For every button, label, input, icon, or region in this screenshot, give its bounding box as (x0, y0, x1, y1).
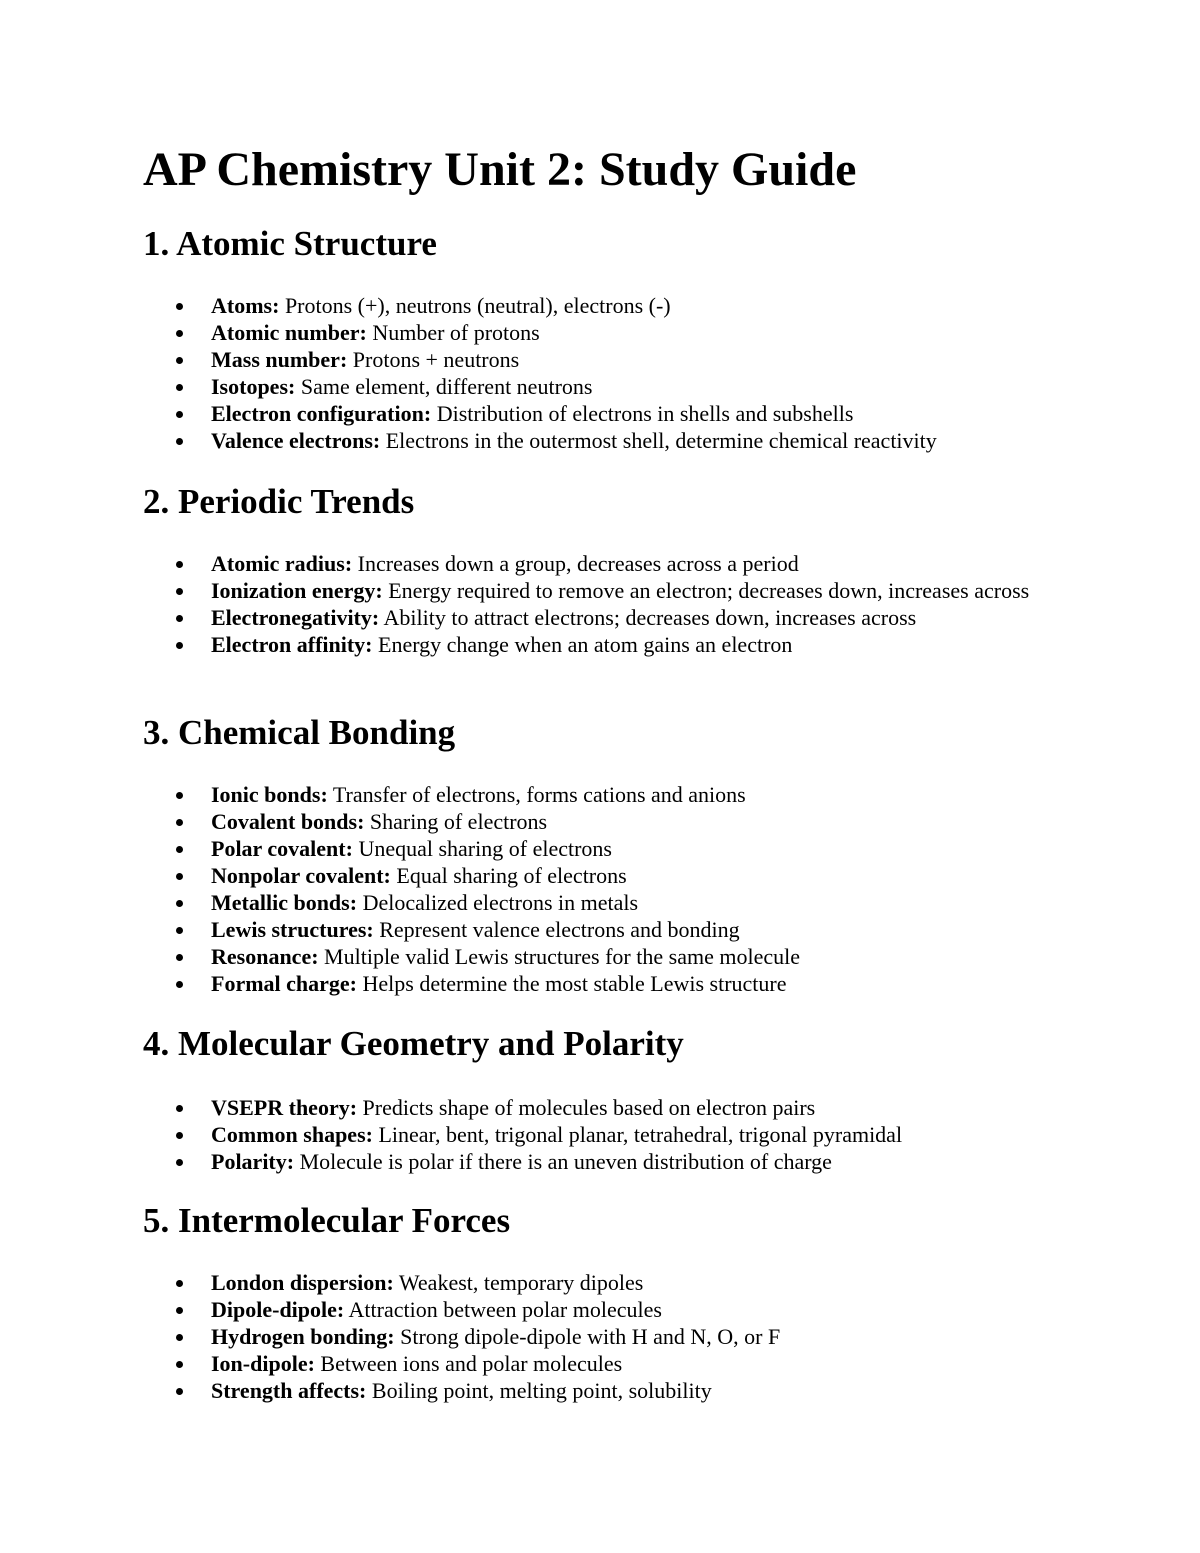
term-label: Common shapes: (211, 1122, 373, 1147)
term-description: Strong dipole-dipole with H and N, O, or F (400, 1324, 781, 1349)
term-label: Valence electrons: (211, 428, 381, 453)
term-description: Between ions and polar molecules (320, 1351, 623, 1376)
list-item (143, 1148, 1053, 1175)
bullet-list (143, 1094, 1053, 1175)
term-label: Formal charge: (211, 971, 357, 996)
term-description: Distribution of electrons in shells and subshells (436, 401, 854, 426)
term-description: Boiling point, melting point, solubility (371, 1378, 712, 1403)
bullet-icon (176, 588, 183, 595)
list-item (143, 631, 1053, 658)
list-item (143, 1350, 1053, 1377)
term-label: VSEPR theory: (211, 1095, 358, 1120)
term-description: Same element, different neutrons (300, 374, 593, 399)
list-item (143, 400, 1053, 427)
bullet-icon (176, 1132, 183, 1139)
term-label: Atoms: (211, 293, 280, 318)
term-label: Hydrogen bonding: (211, 1324, 395, 1349)
term-description: Unequal sharing of electrons (358, 836, 612, 861)
list-item (143, 577, 1053, 604)
list-item (143, 1121, 1053, 1148)
term-label: London dispersion: (211, 1270, 394, 1295)
list-item (143, 1296, 1053, 1323)
list-item (143, 427, 1053, 454)
section-periodic-trends (143, 480, 1053, 658)
term-label: Electron affinity: (211, 632, 373, 657)
list-item (143, 970, 1053, 997)
term-label: Ion-dipole: (211, 1351, 315, 1376)
term-label: Strength affects: (211, 1378, 367, 1403)
section-chemical-bonding (143, 711, 1053, 997)
term-description: Molecule is polar if there is an uneven distribution of charge (299, 1149, 832, 1174)
term-description: Increases down a group, decreases across a period (357, 551, 799, 576)
term-label: Atomic number: (211, 320, 367, 345)
bullet-icon (176, 954, 183, 961)
bullet-icon (176, 1388, 183, 1395)
bullet-icon (176, 357, 183, 364)
bullet-list (143, 292, 1053, 454)
bullet-list (143, 550, 1053, 658)
section-molecular-geometry (143, 1022, 1053, 1175)
list-item (143, 889, 1053, 916)
section-intermolecular-forces (143, 1199, 1053, 1404)
section-heading: 1. Atomic Structure (143, 224, 437, 263)
term-description: Ability to attract electrons; decreases down, increases across (383, 605, 917, 630)
list-item (143, 1323, 1053, 1350)
bullet-icon (176, 438, 183, 445)
bullet-icon (176, 1159, 183, 1166)
bullet-icon (176, 873, 183, 880)
bullet-icon (176, 1280, 183, 1287)
bullet-icon (176, 411, 183, 418)
section-heading: 5. Intermolecular Forces (143, 1201, 511, 1240)
term-description: Transfer of electrons, forms cations and anions (332, 782, 746, 807)
term-label: Metallic bonds: (211, 890, 358, 915)
section-heading: 3. Chemical Bonding (143, 713, 456, 752)
section-atomic-structure (143, 222, 1053, 454)
term-label: Polar covalent: (211, 836, 353, 861)
bullet-icon (176, 561, 183, 568)
bullet-icon (176, 981, 183, 988)
list-item (143, 862, 1053, 889)
term-description: Protons + neutrons (352, 347, 520, 372)
bullet-icon (176, 1361, 183, 1368)
list-item (143, 835, 1053, 862)
term-description: Multiple valid Lewis structures for the same molecule (324, 944, 800, 969)
list-item (143, 292, 1053, 319)
section-heading: 2. Periodic Trends (143, 482, 415, 521)
term-label: Dipole-dipole: (211, 1297, 345, 1322)
term-label: Lewis structures: (211, 917, 374, 942)
list-item (143, 550, 1053, 577)
term-label: Atomic radius: (211, 551, 353, 576)
term-description: Electrons in the outermost shell, determine chemical reactivity (385, 428, 937, 453)
term-label: Resonance: (211, 944, 319, 969)
list-item (143, 1269, 1053, 1296)
bullet-icon (176, 642, 183, 649)
bullet-icon (176, 846, 183, 853)
bullet-list (143, 781, 1053, 997)
term-description: Protons (+), neutrons (neutral), electrons (-) (284, 293, 671, 318)
list-item (143, 943, 1053, 970)
bullet-icon (176, 927, 183, 934)
list-item (143, 781, 1053, 808)
term-description: Equal sharing of electrons (396, 863, 627, 888)
bullet-icon (176, 1307, 183, 1314)
list-item (143, 373, 1053, 400)
list-item (143, 319, 1053, 346)
term-label: Covalent bonds: (211, 809, 365, 834)
term-description: Number of protons (372, 320, 540, 345)
bullet-icon (176, 303, 183, 310)
term-label: Isotopes: (211, 374, 296, 399)
list-item (143, 808, 1053, 835)
term-description: Linear, bent, trigonal planar, tetrahedral, trigonal pyramidal (378, 1122, 903, 1147)
list-item (143, 346, 1053, 373)
list-item (143, 916, 1053, 943)
bullet-icon (176, 819, 183, 826)
term-description: Attraction between polar molecules (348, 1297, 662, 1322)
bullet-icon (176, 330, 183, 337)
document-title: AP Chemistry Unit 2: Study Guide (143, 143, 857, 196)
list-item (143, 1377, 1053, 1404)
bullet-icon (176, 1334, 183, 1341)
term-label: Polarity: (211, 1149, 295, 1174)
list-item (143, 604, 1053, 631)
term-description: Delocalized electrons in metals (362, 890, 639, 915)
bullet-icon (176, 615, 183, 622)
bullet-icon (176, 792, 183, 799)
bullet-list (143, 1269, 1053, 1404)
term-description: Represent valence electrons and bonding (379, 917, 740, 942)
term-description: Sharing of electrons (369, 809, 548, 834)
bullet-icon (176, 900, 183, 907)
term-label: Mass number: (211, 347, 348, 372)
bullet-icon (176, 384, 183, 391)
term-description: Energy change when an atom gains an electron (378, 632, 793, 657)
term-description: Predicts shape of molecules based on electron pairs (362, 1095, 816, 1120)
bullet-icon (176, 1105, 183, 1112)
term-label: Ionization energy: (211, 578, 383, 603)
section-heading: 4. Molecular Geometry and Polarity (143, 1024, 684, 1063)
term-description: Energy required to remove an electron; decreases down, increases across (388, 578, 1030, 603)
term-label: Electronegativity: (211, 605, 380, 630)
term-description: Helps determine the most stable Lewis structure (362, 971, 787, 996)
term-label: Nonpolar covalent: (211, 863, 391, 888)
term-description: Weakest, temporary dipoles (398, 1270, 644, 1295)
list-item (143, 1094, 1053, 1121)
term-label: Electron configuration: (211, 401, 432, 426)
term-label: Ionic bonds: (211, 782, 328, 807)
